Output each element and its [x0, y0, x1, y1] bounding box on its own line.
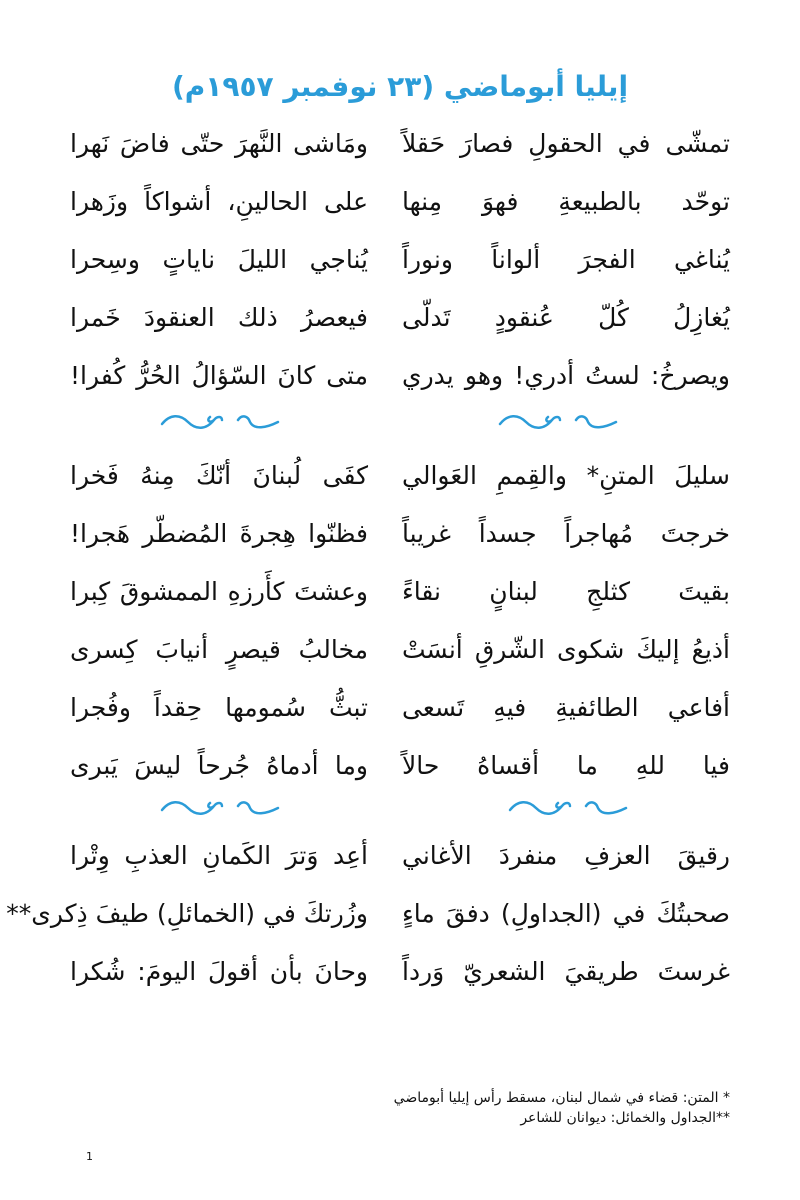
verse [0, 124, 800, 164]
ornament-swirl-icon [498, 412, 562, 432]
hemistich-second: فيعصرُ ذلك العنقودَ خَمرا [70, 303, 368, 332]
hemistich-first: يُغازِلُ كُلّ عُنقودٍ تَدلّى [402, 303, 730, 332]
verse [0, 356, 800, 396]
hemistich-first: بقيتَ كثلجِ لبنانٍ نقاءً [402, 577, 730, 606]
hemistich-second: يُناجي الليلَ ناياتٍ وسِحرا [70, 245, 368, 274]
verse [0, 240, 800, 280]
hemistich-second: أعِد وَترَ الكَمانِ العذبِ وِتْرا [70, 841, 368, 870]
verse [0, 514, 800, 554]
hemistich-second: على الحالينِ، أشواكاً وزَهرا [70, 187, 368, 216]
hemistich-first: فيا للهِ ما أقساهُ حالاً [402, 751, 730, 780]
verse [0, 182, 800, 222]
ornament-swirl-icon [236, 798, 280, 818]
footnotes [0, 1088, 730, 1128]
ornament-divider [0, 798, 800, 828]
hemistich-second: متى كانَ السّؤالُ الحُرُّ كُفرا! [70, 361, 368, 390]
ornament-swirl-icon [160, 412, 224, 432]
verse [0, 630, 800, 670]
ornament-swirl-icon [574, 412, 618, 432]
hemistich-first: خرجتَ مُهاجراً جسداً غريباً [402, 519, 730, 548]
verse [0, 298, 800, 338]
hemistich-second: مخالبُ قيصرٍ أنيابَ كِسرى [70, 635, 368, 664]
verse [0, 572, 800, 612]
verse [0, 746, 800, 786]
hemistich-second: وما أدماهُ جُرحاً ليسَ يَبرى [70, 751, 368, 780]
hemistich-second: وزُرتكَ في (الخمائلِ) طيفَ ذِكرى** [6, 899, 368, 928]
hemistich-first: توحّد بالطبيعةِ فهوَ مِنها [402, 187, 730, 216]
footnote-2: **الجداول والخمائل: ديوانان للشاعر [520, 1110, 730, 1126]
hemistich-first: أذيعُ إليكَ شكوى الشّرقِ أنسَتْ [402, 635, 730, 664]
verse [0, 688, 800, 728]
verse [0, 456, 800, 496]
hemistich-first: غرستَ طريقيَ الشعريّ وَرداً [402, 957, 730, 986]
hemistich-first: يُناغي الفجرَ ألواناً ونوراً [402, 245, 730, 274]
verse [0, 952, 800, 992]
hemistich-second: وعشتَ كأَرزهِ الممشوقَ كِبرا [70, 577, 368, 606]
hemistich-second: كفَى لُبنانَ أنّكَ مِنهُ فَخرا [70, 461, 368, 490]
ornament-swirl-icon [236, 412, 280, 432]
page-number: 1 [86, 1150, 93, 1163]
ornament-swirl-icon [160, 798, 224, 818]
ornament-divider [0, 412, 800, 442]
footnote-1: * المتن: قضاء في شمال لبنان، مسقط رأس إيليا أبوماضي [393, 1090, 730, 1106]
ornament-swirl-icon [508, 798, 572, 818]
hemistich-second: ومَاشى النَّهرَ حتّى فاضَ نَهرا [70, 129, 368, 158]
hemistich-second: تبثُّ سُمومها حِقداً وفُجرا [70, 693, 368, 722]
hemistich-first: رقيقَ العزفِ منفردَ الأغاني [402, 841, 730, 870]
hemistich-second: فظنّوا هِجرةَ المُضطّر هَجرا! [70, 519, 368, 548]
poem-title: إيليا أبوماضي (٢٣ نوفمبر ١٩٥٧م) [171, 70, 629, 103]
verse [0, 836, 800, 876]
hemistich-first: صحبتُكَ في (الجداولِ) دفقَ ماءٍ [402, 899, 730, 928]
hemistich-first: تمشّى في الحقولِ فصارَ حَقلاً [402, 129, 730, 158]
hemistich-second: وحانَ بأن أقولَ اليومَ: شُكرا [70, 957, 368, 986]
verse [0, 894, 800, 934]
hemistich-first: أفاعي الطائفيةِ فيهِ تَسعى [402, 693, 730, 722]
hemistich-first: ويصرخُ: لستُ أدري! وهو يدري [402, 361, 730, 390]
hemistich-first: سليلَ المتنِ* والقِممِ العَوالي [402, 461, 730, 490]
ornament-swirl-icon [584, 798, 628, 818]
